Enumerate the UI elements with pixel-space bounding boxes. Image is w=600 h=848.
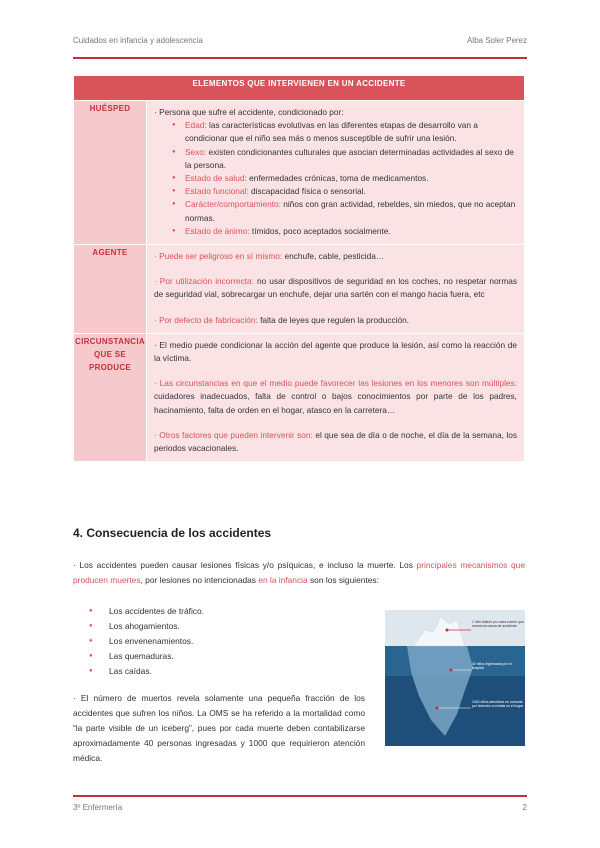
iceberg-paragraph: · El número de muertos revela solamente una pequeña fracción de los accidentes que sufren los niños. La OMS se ha referido a la mortalidad como “la parte visible de un iceberg”, pues por cada muerte deben contabilizarse aproximadamente 40 personas ingresadas y 1000 que requirieron atención médica. (73, 693, 365, 763)
page-number: 2 (522, 803, 527, 812)
mechanisms-list (73, 604, 204, 679)
row-huesped (74, 101, 525, 245)
header-author: Alba Soler Perez (466, 36, 527, 45)
huesped-intro: · Persona que sufre el accidente, condicionado por: (154, 107, 344, 117)
section-intro: · Los accidentes pueden causar lesiones físicas y/o psíquicas, e incluso la muerte. Los principales mecanismos que producen muertes, por lesiones no intencionadas en la infancia son los siguientes: (73, 560, 525, 585)
list-item: ● Las quemaduras. (73, 649, 204, 664)
header-divider (73, 57, 527, 59)
iceberg-figure (385, 610, 525, 746)
iceberg-label-2: 40 niños ingresados por el hospital (472, 662, 512, 670)
agente-p1: · Puede ser peligroso en sí mismo: enchufe, cable, pesticida… (154, 251, 385, 262)
label-agente: AGENTE (74, 245, 147, 334)
list-item: ● Las caídas. (73, 664, 204, 679)
agente-p2: · Por utilización incorrecta: no usar dispositivos de seguridad en los coches, no respetar normas de seguridad vial, sobrecargar un enchufe, dejar una sartén con el mango hacia fuera, etc (154, 276, 517, 300)
section-title: 4. Consecuencia de los accidentes (73, 526, 272, 540)
header-course: Cuidados en infancia y adolescencia (73, 36, 203, 45)
table-title: ELEMENTOS QUE INTERVIENEN EN UN ACCIDENTE (74, 76, 525, 101)
iceberg-label-1: 1 niño fallece por cada evento que menciona causa de accidente (472, 620, 524, 628)
page-footer (73, 803, 527, 812)
content-circunstancia (147, 333, 525, 461)
huesped-item: ● Estado de salud: enfermedades crónicas, toma de medicamentos. (172, 172, 517, 185)
content-huesped (147, 101, 525, 245)
list-item: ● Los ahogamientos. (73, 619, 204, 634)
circ-p3: · Otros factores que pueden intervenir son: el que sea de día o de noche, el día de la semana, los periodos vacacionales. (154, 429, 517, 454)
list-item: ● Los envenenamientos. (73, 634, 204, 649)
label-circunstancia: CIRCUNSTANCIA QUE SE PRODUCE (74, 333, 147, 461)
footer-divider (73, 795, 527, 797)
page-header (73, 36, 527, 45)
footer-course: 3º Enfermería (73, 803, 123, 812)
list-item: ● Los accidentes de tráfico. (73, 604, 204, 619)
huesped-item: ● Sexo: existen condicionantes culturales que asocian determinadas actividades al sexo de la persona. (172, 146, 517, 172)
content-agente (147, 245, 525, 334)
huesped-item: ● Carácter/comportamiento: niños con gran actividad, rebeldes, sin miedos, que no aceptan normas. (172, 198, 517, 224)
row-agente (74, 245, 525, 334)
agente-p3: · Por defecto de fabricación: falta de leyes que regulen la producción. (154, 314, 410, 325)
label-huesped: HUÉSPED (74, 101, 147, 245)
circ-p2: · Las circunstancias en que el medio puede favorecer las lesiones en los menores son múltiples: cuidadores inadecuados, falta de control o bajos conocimientos por parte de los padres, hacinamiento, falta de orden en el hogar, atasco en la carretera… (154, 378, 517, 415)
elements-table (73, 75, 525, 462)
huesped-list (154, 119, 517, 238)
row-circunstancia (74, 333, 525, 461)
iceberg-label-3: 1000 niños atendidos en consulta por lesiones ocurridas en el hogar (472, 700, 524, 708)
huesped-item: ● Edad: las características evolutivas en las diferentes etapas de desarrollo van a condicionar que el niño sea más o menos susceptible de sufrir una lesión. (172, 119, 517, 145)
huesped-item: ● Estado de ánimo: tímidos, poco aceptados socialmente. (172, 225, 517, 238)
circ-p1: · El medio puede condicionar la acción del agente que produce la lesión, así como la reacción de la víctima. (154, 339, 517, 364)
huesped-item: ● Estado funcional: discapacidad física o sensorial. (172, 185, 517, 198)
